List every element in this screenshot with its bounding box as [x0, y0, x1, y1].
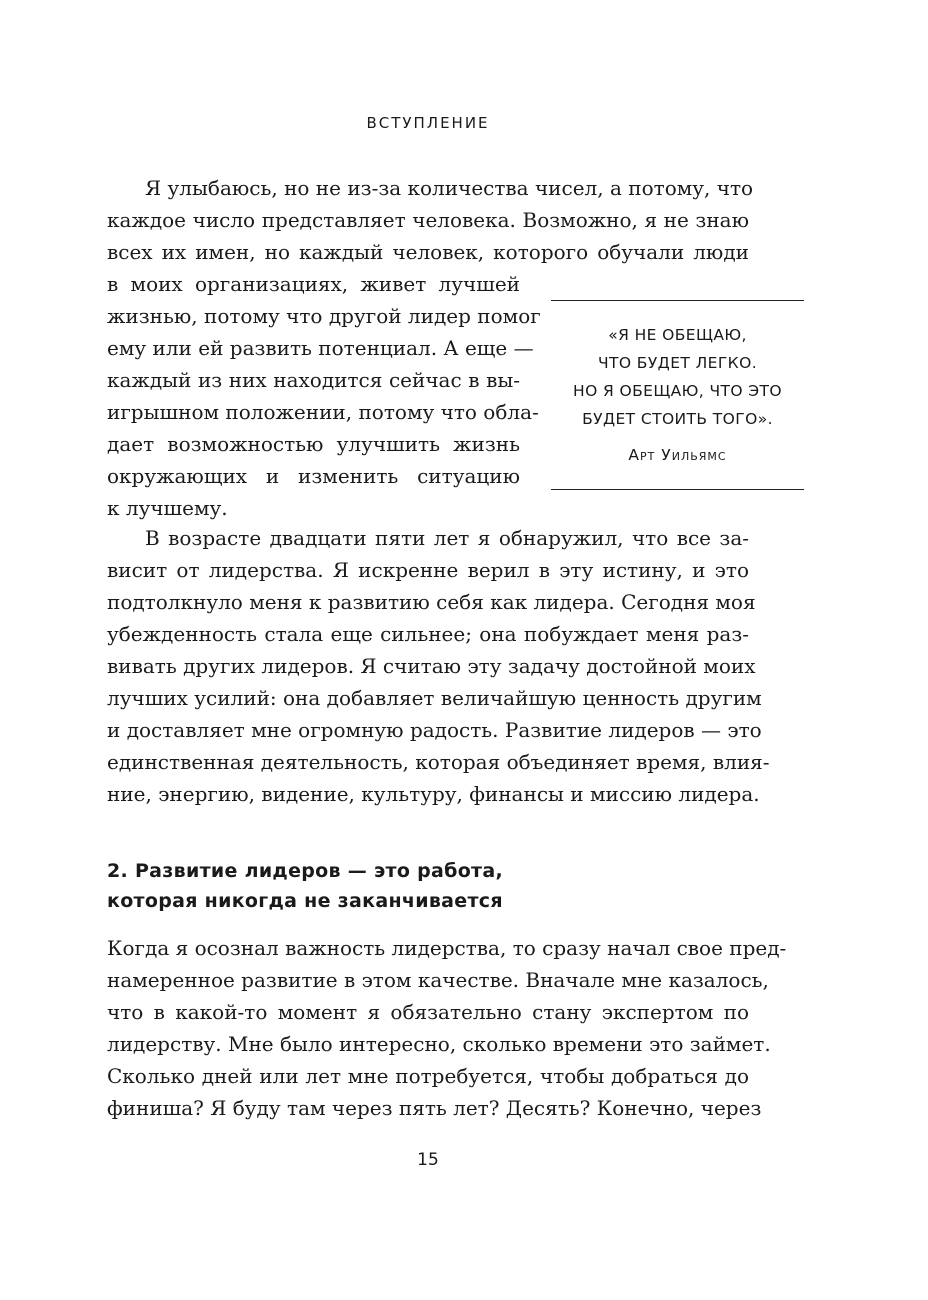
text-line: игрышном положении, потому что обла-	[107, 400, 539, 424]
text-line: Сколько дней или лет мне потребуется, чтобы добраться до	[107, 1064, 749, 1088]
text-line: и доставляет мне огромную радость. Развитие лидеров — это	[107, 718, 762, 742]
quote-line: ЧТО БУДЕТ ЛЕГКО.	[597, 354, 758, 372]
text-line: лидерству. Мне было интересно, сколько времени это займет.	[107, 1032, 771, 1056]
text-line: лучших усилий: она добавляет величайшую ценность другим	[107, 686, 762, 710]
text-line: каждое число представляет человека. Возможно, я не знаю	[107, 208, 749, 232]
text-line: Я улыбаюсь, но не из-за количества чисел, а потому, что	[145, 176, 754, 200]
quote-line: «Я НЕ ОБЕЩАЮ,	[608, 326, 747, 344]
text-line: финиша? Я буду там через пять лет? Десять? Конечно, через	[107, 1096, 762, 1120]
page-number: 15	[417, 1150, 439, 1170]
text-line: дает возможностью улучшить жизнь	[107, 432, 520, 456]
text-line: висит от лидерства. Я искренне верил в эту истину, и это	[107, 558, 749, 582]
quote-line: БУДЕТ СТОИТЬ ТОГО».	[582, 410, 773, 428]
section-heading-line: 2. Развитие лидеров — это работа,	[107, 860, 504, 882]
text-line: единственная деятельность, которая объединяет время, влия-	[107, 750, 770, 774]
text-line: что в какой-то момент я обязательно стану экспертом по	[107, 1000, 749, 1024]
text-line: каждый из них находится сейчас в вы-	[107, 368, 520, 392]
quote-line: НО Я ОБЕЩАЮ, ЧТО ЭТО	[573, 382, 782, 400]
text-line: В возрасте двадцати пяти лет я обнаружил, что все за-	[145, 526, 749, 550]
text-line: окружающих и изменить ситуацию	[107, 464, 520, 488]
text-line: всех их имен, но каждый человек, которого обучали люди	[107, 240, 749, 264]
text-line: ему или ей развить потенциал. А еще —	[107, 336, 534, 360]
text-line: вивать других лидеров. Я считаю эту задачу достойной моих	[107, 654, 756, 678]
text-line: жизнью, потому что другой лидер помог	[107, 304, 541, 328]
text-line: Когда я осознал важность лидерства, то сразу начал свое пред-	[107, 936, 787, 960]
section-heading-line: которая никогда не заканчивается	[107, 890, 503, 912]
text-line: ние, энергию, видение, культуру, финансы и миссию лидера.	[107, 782, 760, 806]
running-head: ВСТУПЛЕНИЕ	[366, 114, 490, 132]
text-line: намеренное развитие в этом качестве. Вначале мне казалось,	[107, 968, 769, 992]
text-line: убежденность стала еще сильнее; она побуждает меня раз-	[107, 622, 749, 646]
text-line: к лучшему.	[107, 496, 228, 520]
text-line: подтолкнуло меня к развитию себя как лидера. Сегодня моя	[107, 590, 756, 614]
quote-author: Арт Уильямс	[628, 446, 727, 464]
text-line: в моих организациях, живет лучшей	[107, 272, 520, 296]
pull-quote	[551, 300, 804, 490]
